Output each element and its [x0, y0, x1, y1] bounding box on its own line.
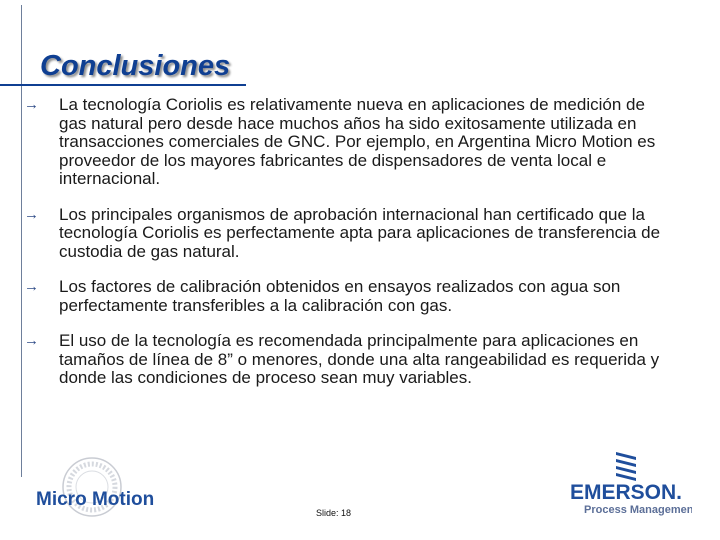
slide-title: Conclusiones — [40, 50, 231, 82]
emerson-emblem-icon — [616, 452, 636, 481]
bullet-text: La tecnología Coriolis es relativamente nueva en aplicaciones de medición de gas natural pero desde hace muchos años ha sido exitosamente utilizada en transacciones comerciales de GNC. Por ejemplo, en Argentina Micro Motion es proveedor de los mayores fabricantes de dispensadores de venta local e internacional. — [59, 95, 656, 188]
emerson-logo — [564, 448, 692, 525]
slide-number: Slide: 18 — [316, 508, 352, 518]
bullet-text: Los factores de calibración obtenidos en ensayos realizados con agua son perfectamente transferibles a la calibración con gas. — [59, 277, 621, 315]
bullet-list — [0, 96, 720, 405]
arrow-bullet-icon: → — [24, 96, 39, 113]
bullet-text: Los principales organismos de aprobación internacional han certificado que la tecnología Coriolis es perfectamente apta para aplicaciones de transferencia de custodia de gas natural. — [59, 204, 661, 261]
emerson-wordmark: EMERSON. — [570, 481, 683, 504]
bullet-item — [0, 332, 667, 388]
arrow-bullet-icon: → — [24, 278, 39, 295]
bullet-item — [0, 206, 667, 262]
bullet-item — [0, 96, 667, 189]
arrow-bullet-icon: → — [24, 332, 39, 349]
micro-motion-logo — [30, 456, 154, 525]
arrow-bullet-icon: → — [24, 205, 39, 223]
micro-motion-wordmark: Micro Motion — [36, 489, 154, 510]
emerson-tagline: Process Management — [584, 504, 692, 516]
bullet-text: El uso de la tecnología es recomendada principalmente para aplicaciones en tamaños de línea de 8” o menores, donde una alta rangeabilidad es requerida y donde las condiciones de proceso sean muy variables. — [59, 331, 660, 387]
bullet-item — [0, 278, 667, 315]
title-underline — [0, 84, 246, 86]
